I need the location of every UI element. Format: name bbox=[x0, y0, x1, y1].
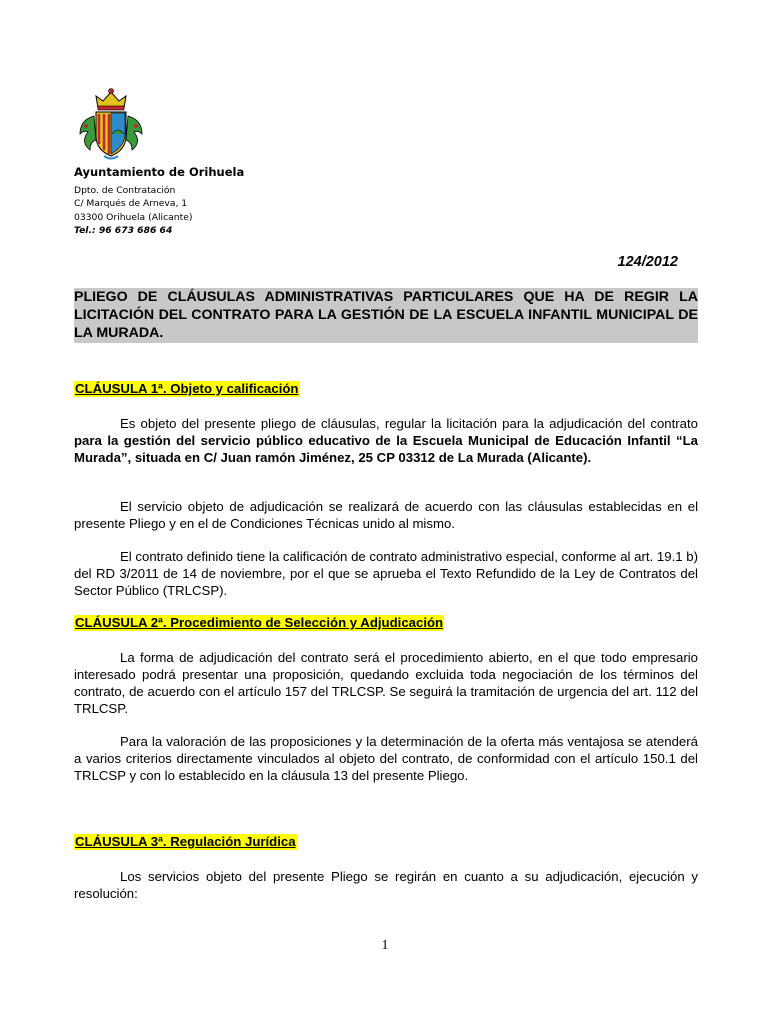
clause-1-paragraph-1 bbox=[74, 415, 698, 466]
organization-block bbox=[74, 165, 244, 238]
clause-3-heading: CLÁUSULA 3ª. Regulación Jurídica bbox=[75, 834, 296, 849]
department: Dpto. de Contratación bbox=[74, 185, 176, 196]
clause-1-heading: CLÁUSULA 1ª. Objeto y calificación bbox=[75, 381, 299, 396]
city: 03300 Orihuela (Alicante) bbox=[74, 211, 193, 223]
page-number: 1 bbox=[381, 938, 389, 953]
reference-number: 124/2012 bbox=[617, 254, 678, 270]
clause-3-paragraph-1: Los servicios objeto del presente Pliego se regirán en cuanto a su adjudicación, ejecución y resolución: bbox=[74, 869, 698, 901]
clause-1-paragraph-2: El servicio objeto de adjudicación se realizará de acuerdo con las cláusulas establecidas en el presente Pliego y en el de Condiciones Técnicas unido al mismo. bbox=[74, 499, 698, 531]
org-name: Ayuntamiento de Orihuela bbox=[74, 165, 245, 179]
clause-1-paragraph-3: El contrato definido tiene la calificación de contrato administrativo especial, conforme al art. 19.1 b) del RD 3/2011 de 14 de noviembre, por el que se aprueba el Texto Refundido de la Ley de Contratos del Sector Público (TRLCSP). bbox=[74, 549, 698, 598]
document-title: PLIEGO DE CLÁUSULAS ADMINISTRATIVAS PARTICULARES QUE HA DE REGIR LA LICITACIÓN DEL CONTRATO PARA LA GESTIÓN DE LA ESCUELA INFANTIL MUNICIPAL DE LA MURADA. bbox=[74, 289, 698, 341]
clause-1-paragraph-1-bold: para la gestión del servicio público educativo de la Escuela Municipal de Educación Infantil “La Murada”, situada en C/ Juan ramón Jiménez, 25 CP 03312 de La Murada (Alicante). bbox=[74, 433, 698, 465]
clause-2-paragraph-1: La forma de adjudicación del contrato será el procedimiento abierto, en el que todo empresario interesado podrá presentar una proposición, quedando excluida toda negociación de los términos del contrato, de acuerdo con el artículo 157 del TRLCSP. Se seguirá la tramitación de urgencia del art. 112 del TRLCSP. bbox=[74, 650, 698, 716]
coat-of-arms-icon bbox=[74, 86, 148, 162]
clause-1-paragraph-1-intro: Es objeto del presente pliego de cláusulas, regular la licitación para la adjudicación del contrato bbox=[120, 416, 698, 431]
address: C/ Marqués de Arneva, 1 bbox=[74, 198, 188, 210]
phone: Tel.: 96 673 686 64 bbox=[74, 225, 173, 237]
clause-2-paragraph-2: Para la valoración de las proposiciones y la determinación de la oferta más ventajosa se atenderá a varios criterios directamente vinculados al objeto del contrato, de conformidad con el artículo 150.1 del TRLCSP y con lo establecido en la cláusula 13 del presente Pliego. bbox=[74, 734, 698, 783]
clause-2-heading: CLÁUSULA 2ª. Procedimiento de Selección y Adjudicación bbox=[75, 615, 444, 630]
